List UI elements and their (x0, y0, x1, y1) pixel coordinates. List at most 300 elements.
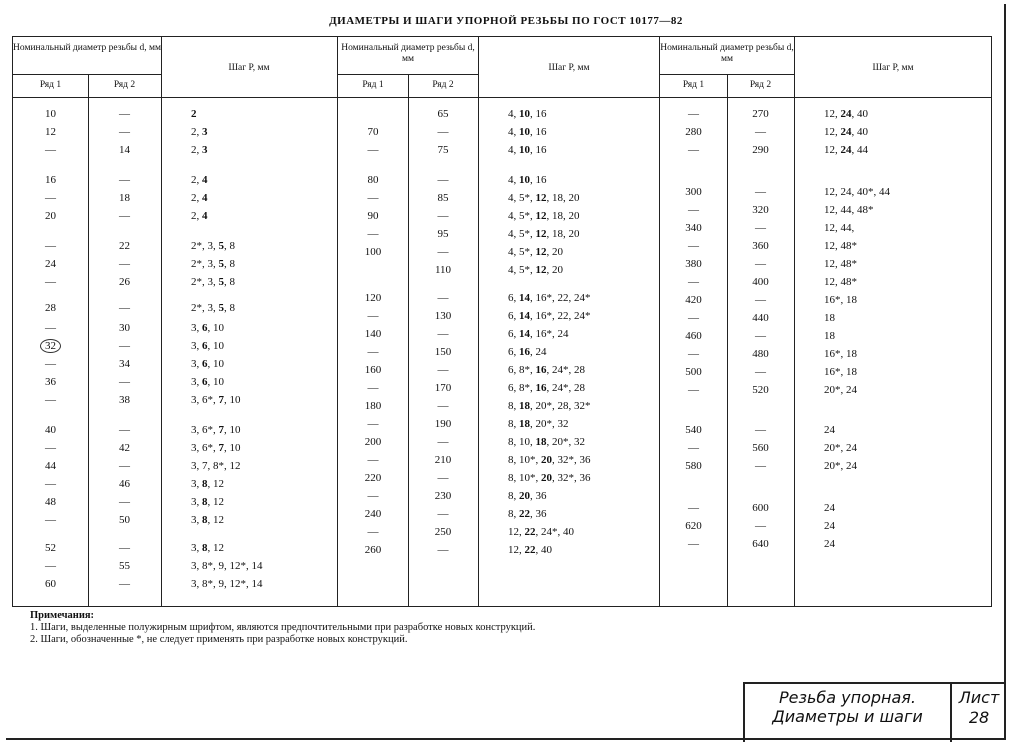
row-1-value: — (45, 358, 56, 370)
pitch-part: , 8 (224, 258, 235, 270)
row-2-value: — (437, 328, 449, 340)
pitch-value (824, 441, 857, 455)
row-2-value: — (755, 520, 766, 532)
row-2-value: — (119, 460, 130, 472)
row-2-value: 75 (437, 144, 449, 156)
row-1-value: 240 (364, 508, 382, 520)
pitch-part: , 24*, 28 (546, 382, 585, 394)
stamp-title (745, 688, 950, 726)
row-1-value: 10 (45, 108, 56, 120)
header-pitch: Шаг P, мм (548, 63, 590, 73)
pitch-preferred: 22 (519, 508, 530, 520)
pitch-part: 6, (508, 310, 519, 322)
pitch-preferred: 20 (541, 454, 552, 466)
header-bottom-line (338, 97, 659, 98)
pitch-value (191, 441, 241, 455)
pitch-part: 16*, 18 (824, 294, 857, 306)
row-2-value: — (119, 340, 130, 352)
pitch-preferred: 3 (202, 126, 208, 138)
pitch-part: 2, (191, 144, 202, 156)
pitch-value (508, 173, 547, 187)
pitch-part: , 12 (207, 542, 224, 554)
row-1-value: 80 (367, 174, 379, 186)
stamp-sheet-number: 28 (968, 708, 990, 727)
pitch-value (824, 143, 868, 157)
pitch-value (824, 519, 835, 533)
pitch-part: 3, (191, 358, 202, 370)
pitch-value (824, 423, 835, 437)
pitch-value (191, 559, 263, 573)
header-row-1: Ряд 1 (682, 80, 705, 90)
pitch-preferred: 7 (218, 442, 224, 454)
row-1-value: — (688, 538, 699, 550)
pitch-part: 16*, 18 (824, 366, 857, 378)
pitch-value (508, 291, 591, 305)
pitch-part: , 24*, 28 (546, 364, 585, 376)
row-2-value: 230 (434, 490, 452, 502)
pitch-preferred: 16 (519, 346, 530, 358)
pitch-part: , 16 (530, 144, 547, 156)
pitch-part: 6, (508, 346, 519, 358)
pitch-part: , 20*, 28, 32* (530, 400, 591, 412)
row-1-value: — (688, 144, 699, 156)
pitch-part: 24 (824, 520, 835, 532)
pitch-preferred: 6 (202, 340, 208, 352)
pitch-value (191, 541, 224, 555)
row-1-value: 16 (45, 174, 56, 186)
pitch-value (191, 125, 208, 139)
pitch-value (824, 221, 854, 235)
pitch-preferred: 6 (202, 322, 208, 334)
row-2-value: 85 (437, 192, 449, 204)
row-2-value: — (755, 424, 766, 436)
row-1-value: — (45, 322, 56, 334)
row-1-value: — (45, 442, 56, 454)
row-2-value: — (437, 246, 449, 258)
pitch-part: 3, (191, 496, 202, 508)
row-2-value: 38 (119, 394, 130, 406)
pitch-value (824, 257, 857, 271)
pitch-value (508, 125, 547, 139)
row-1-value: — (688, 276, 699, 288)
pitch-part: , 16 (530, 174, 547, 186)
row-2-value: 560 (752, 442, 769, 454)
col-divider-pitch (478, 37, 479, 606)
pitch-part: 2*, 3, (191, 302, 219, 314)
pitch-part: 16*, 18 (824, 348, 857, 360)
pitch-value (824, 459, 857, 473)
pitch-value (508, 309, 591, 323)
header-row-2: Ряд 2 (432, 80, 454, 90)
pitch-value (508, 399, 591, 413)
pitch-part: , 20 (546, 264, 563, 276)
row-2-value: — (437, 544, 449, 556)
row-2-value: — (755, 460, 766, 472)
pitch-preferred: 12 (535, 192, 547, 204)
row-2-value: — (119, 578, 130, 590)
row-2-value: — (755, 366, 766, 378)
row-1-value: — (367, 346, 379, 358)
pitch-part: 2, (191, 126, 202, 138)
row-1-value: 620 (685, 520, 702, 532)
pitch-value (191, 143, 208, 157)
pitch-part: 8, (508, 400, 519, 412)
pitch-value (508, 363, 585, 377)
pitch-preferred: 24 (840, 144, 852, 156)
row-2-value: — (119, 126, 130, 138)
row-1-value: 380 (685, 258, 702, 270)
pitch-preferred: 8 (202, 542, 208, 554)
row-1-value: — (367, 228, 379, 240)
pitch-part: 3, (191, 340, 202, 352)
pitch-part: 12, 44, (824, 222, 855, 234)
pitch-preferred: 24 (840, 126, 852, 138)
pitch-part: 4, 5*, (508, 246, 536, 258)
pitch-part: , 20*, 32 (546, 436, 585, 448)
pitch-preferred: 5 (218, 258, 224, 270)
pitch-part: , 8 (224, 276, 235, 288)
row-1-value: 200 (364, 436, 382, 448)
row-2-value: — (755, 258, 766, 270)
row-1-value: 420 (685, 294, 702, 306)
pitch-part: 3, 8*, 9, 12*, 14 (191, 578, 263, 590)
row-1-value: 260 (364, 544, 382, 556)
col-divider-pitch (794, 37, 795, 606)
row-2-value: — (437, 210, 449, 222)
pitch-preferred: 10 (519, 108, 530, 120)
pitch-part: 20*, 24 (824, 442, 857, 454)
pitch-preferred: 24 (840, 108, 852, 120)
note-1: 1. Шаги, выделенные полужирным шрифтом, являются предпочтительными при разработке новых конструкций. (30, 622, 536, 633)
row-1-value: — (45, 394, 56, 406)
pitch-part: , 40 (851, 126, 868, 138)
pitch-value (824, 293, 857, 307)
row-1-value: 120 (364, 292, 382, 304)
row-1-value: 100 (364, 246, 382, 258)
pitch-value (191, 275, 235, 289)
pitch-part: 12, (508, 526, 525, 538)
row-1-value: — (45, 240, 56, 252)
row-1-value (13, 339, 88, 353)
row-2-value: 46 (119, 478, 130, 490)
pitch-value (508, 453, 591, 467)
pitch-part: 4, 5*, (508, 264, 536, 276)
pitch-preferred: 14 (519, 292, 530, 304)
pitch-part: 3, (191, 542, 202, 554)
row-1-value: — (688, 502, 699, 514)
pitch-part: 3, 6*, (191, 424, 219, 436)
row-1-value: 60 (45, 578, 56, 590)
pitch-part: 4, (508, 126, 519, 138)
row-1-value: — (45, 560, 56, 572)
pitch-part: 12, (824, 144, 841, 156)
pitch-part: 12, 48* (824, 276, 857, 288)
pitch-value (508, 543, 552, 557)
pitch-preferred: 8 (202, 496, 208, 508)
row-1-value: — (688, 312, 699, 324)
row-1-value: — (688, 108, 699, 120)
pitch-part: 3, (191, 514, 202, 526)
row-1-value: 90 (367, 210, 379, 222)
row-1-value: 48 (45, 496, 56, 508)
row-2-value: 400 (752, 276, 769, 288)
pitch-value (508, 327, 569, 341)
row-1-value: — (367, 144, 379, 156)
row-1-value: 580 (685, 460, 702, 472)
pitch-preferred: 12 (535, 228, 547, 240)
row-2-value: 18 (119, 192, 130, 204)
header-row-1: Ряд 1 (362, 80, 384, 90)
pitch-preferred: 22 (524, 526, 536, 538)
pitch-value (191, 257, 235, 271)
row-1-value: 500 (685, 366, 702, 378)
page-frame (6, 4, 1006, 740)
row-2-value: 250 (434, 526, 452, 538)
row-2-value: — (437, 364, 449, 376)
row-1-value: 540 (685, 424, 702, 436)
pitch-part: 12, 24, 40*, 44 (824, 186, 890, 198)
pitch-preferred: 10 (519, 174, 530, 186)
pitch-part: 8, 10*, (508, 472, 541, 484)
pitch-part: 2*, 3, (191, 240, 219, 252)
pitch-part: , 12 (207, 478, 224, 490)
pitch-part: 12, 48* (824, 240, 857, 252)
pitch-part: , 36 (530, 490, 547, 502)
row-1-value: 300 (685, 186, 702, 198)
pitch-part: 3, (191, 322, 202, 334)
header-pitch: Шаг P, мм (228, 63, 270, 73)
row-1-value: — (688, 384, 699, 396)
pitch-value (191, 173, 208, 187)
pitch-part: 8, (508, 508, 519, 520)
pitch-part: , 10 (207, 358, 224, 370)
pitch-part: , 8 (224, 240, 235, 252)
row-2-value: — (437, 436, 449, 448)
row-1-value: 340 (685, 222, 702, 234)
header-pitch: Шаг P, мм (872, 63, 914, 73)
pitch-part: , 24*, 40 (535, 526, 574, 538)
row-1-value: 280 (685, 126, 702, 138)
row-1-value: — (688, 240, 699, 252)
pitch-part: 8, (508, 490, 519, 502)
row-2-value: 480 (752, 348, 769, 360)
pitch-value (191, 477, 224, 491)
table-block-3 (659, 37, 991, 606)
pitch-part: 8, (508, 418, 519, 430)
row-2-value: 110 (434, 264, 452, 276)
pitch-value (191, 107, 197, 121)
pitch-value (508, 107, 547, 121)
page-title: ДИАМЕТРЫ И ШАГИ УПОРНОЙ РЕЗЬБЫ ПО ГОСТ 10177—82 (329, 15, 683, 27)
row-2-value: — (119, 496, 130, 508)
row-2-value: — (755, 126, 766, 138)
pitch-preferred: 8 (202, 478, 208, 490)
row-2-value: 520 (752, 384, 769, 396)
row-2-value: — (119, 258, 130, 270)
pitch-value (824, 311, 835, 325)
pitch-value (191, 423, 241, 437)
pitch-part: 4, (508, 108, 519, 120)
pitch-part: 4, 5*, (508, 210, 536, 222)
row-2-value: 95 (437, 228, 449, 240)
row-1-value: — (367, 192, 379, 204)
pitch-value (191, 357, 224, 371)
pitch-value (824, 107, 868, 121)
stamp-title-line-1: Резьба упорная. (778, 688, 917, 707)
pitch-preferred: 20 (519, 490, 530, 502)
pitch-preferred: 12 (535, 264, 547, 276)
row-2-value: — (119, 424, 130, 436)
pitch-preferred: 4 (202, 192, 208, 204)
pitch-value (824, 275, 857, 289)
header-row-2: Ряд 2 (113, 80, 136, 90)
row-1-value: 40 (45, 424, 56, 436)
notes-title: Примечания: (30, 610, 95, 621)
row-1-value: 220 (364, 472, 382, 484)
pitch-part: 12, 44, 48* (824, 204, 874, 216)
row-1-value (338, 107, 408, 121)
pitch-part: , 12 (224, 460, 241, 472)
pitch-preferred: 12 (535, 246, 547, 258)
pitch-part: 2, (191, 210, 202, 222)
pitch-value (508, 507, 547, 521)
pitch-part: 3, (191, 376, 202, 388)
row-1-value: 460 (685, 330, 702, 342)
pitch-preferred: 20 (541, 472, 552, 484)
title-stamp (743, 682, 1006, 742)
pitch-part: 24 (824, 538, 835, 550)
row-2-value: — (755, 186, 766, 198)
pitch-part: 6, (508, 328, 519, 340)
header-nominal-diameter: Номинальный диаметр резьбы d, мм (660, 43, 794, 64)
row-1-value: — (688, 442, 699, 454)
pitch-part: 2*, 3, (191, 276, 219, 288)
pitch-preferred: 3 (202, 144, 208, 156)
row-1-value: — (688, 204, 699, 216)
pitch-part: 8, 10, (508, 436, 536, 448)
pitch-part: , 16 (530, 126, 547, 138)
row-2-value: 30 (119, 322, 130, 334)
row-2-value: — (437, 508, 449, 520)
row-2-value: 55 (119, 560, 130, 572)
pitch-preferred: 18 (519, 400, 530, 412)
pitch-value (508, 381, 585, 395)
row-2-value: — (119, 302, 130, 314)
pitch-part: 3, 6*, (191, 394, 219, 406)
pitch-part: , 10 (224, 424, 241, 436)
row-2-value: 270 (752, 108, 769, 120)
pitch-part: , 24 (530, 346, 547, 358)
row-2-value: 14 (119, 144, 130, 156)
pitch-value (191, 375, 224, 389)
stamp-sheet-label: Лист (958, 688, 1000, 707)
pitch-preferred: 18 (519, 418, 530, 430)
pitch-preferred: 18 (535, 436, 547, 448)
pitch-part: , 40 (535, 544, 552, 556)
header-bottom-line (660, 97, 991, 98)
pitch-value (824, 537, 835, 551)
row-2-value: — (119, 376, 130, 388)
pitch-value (508, 191, 580, 205)
pitch-value (508, 345, 547, 359)
pitch-preferred: 10 (519, 126, 530, 138)
pitch-preferred: 4 (202, 210, 208, 222)
header-nominal-diameter: Номинальный диаметр резьбы d, мм (13, 43, 161, 53)
pitch-preferred: 12 (535, 210, 547, 222)
row-1-value: — (367, 526, 379, 538)
pitch-part: 2, (191, 174, 202, 186)
pitch-part: , 10 (207, 340, 224, 352)
row-1-value: — (45, 276, 56, 288)
pitch-value (508, 209, 580, 223)
pitch-part: 6, (508, 292, 519, 304)
pitch-preferred: 16 (535, 364, 547, 376)
pitch-part: 4, 5*, (508, 228, 536, 240)
pitch-part: 18 (824, 312, 835, 324)
pitch-part: 12, (508, 544, 525, 556)
table-block-2 (337, 37, 659, 606)
pitch-value (508, 489, 547, 503)
pitch-value (508, 417, 569, 431)
pitch-value (824, 383, 857, 397)
row-2-value: 440 (752, 312, 769, 324)
row-2-value: — (755, 222, 766, 234)
pitch-value (824, 347, 857, 361)
row-2-value: — (119, 542, 130, 554)
header-row-2: Ряд 2 (749, 80, 772, 90)
pitch-part: , 44 (851, 144, 868, 156)
row-1-value: 36 (45, 376, 56, 388)
pitch-part: 3, 8*, 9, 12*, 14 (191, 560, 263, 572)
pitch-value (824, 329, 835, 343)
row-2-value: 34 (119, 358, 130, 370)
pitch-part: 18 (824, 330, 835, 342)
pitch-value (191, 577, 263, 591)
row-2-value: 50 (119, 514, 130, 526)
pitch-part: , 10 (207, 376, 224, 388)
pitch-preferred: 5 (218, 302, 224, 314)
pitch-value (191, 191, 208, 205)
row-1-value: — (45, 478, 56, 490)
pitch-value (824, 239, 857, 253)
pitch-value (191, 393, 241, 407)
row-2-value: — (437, 400, 449, 412)
pitch-part: 20*, 24 (824, 460, 857, 472)
pitch-value (508, 435, 585, 449)
pitch-part: , 40 (851, 108, 868, 120)
pitch-preferred: 6 (202, 376, 208, 388)
stamp-title-line-2: Диаметры и шаги (772, 707, 923, 726)
pitch-part: 24 (824, 424, 835, 436)
pitch-preferred: 14 (519, 328, 530, 340)
row-1-value: 140 (364, 328, 382, 340)
pitch-part: , 10 (207, 322, 224, 334)
row-1-value: — (367, 310, 379, 322)
row-1-value: — (367, 382, 379, 394)
row-2-value: — (437, 472, 449, 484)
pitch-value (508, 227, 580, 241)
pitch-part: 12, (824, 108, 841, 120)
row-1-value: — (45, 144, 56, 156)
pitch-preferred: 7 (218, 424, 224, 436)
row-2-value: 640 (752, 538, 769, 550)
row-1-value: — (45, 514, 56, 526)
pitch-value (824, 185, 890, 199)
pitch-value (191, 301, 235, 315)
pitch-part: , 16*, 22, 24* (530, 310, 591, 322)
pitch-part: , 12 (207, 514, 224, 526)
pitch-value (508, 471, 591, 485)
